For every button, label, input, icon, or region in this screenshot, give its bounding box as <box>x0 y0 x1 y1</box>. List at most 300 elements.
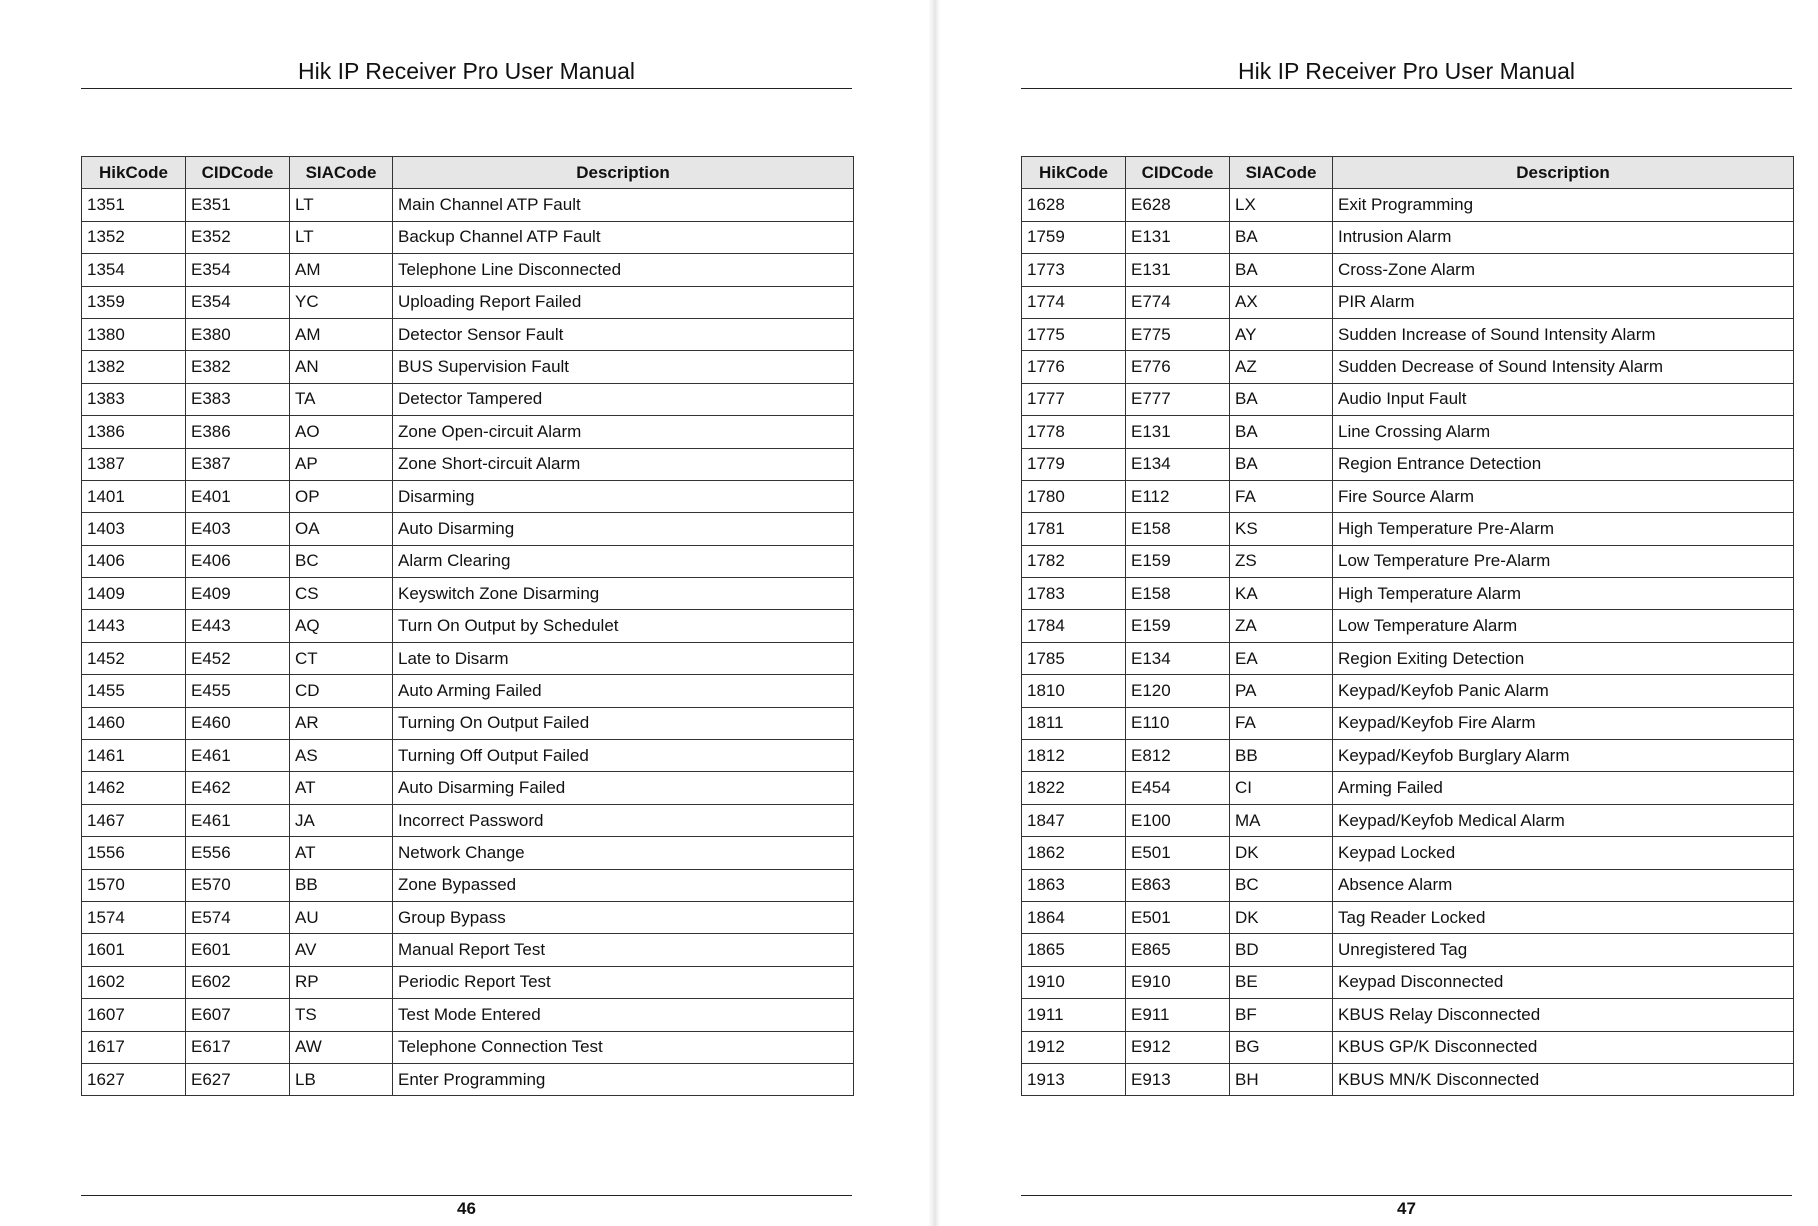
cell-cidcode: E556 <box>186 837 290 869</box>
table-row <box>82 351 854 383</box>
cell-siacode: LB <box>290 1063 393 1095</box>
cell-hikcode: 1461 <box>82 740 186 772</box>
table-row <box>1022 578 1794 610</box>
cell-description: Zone Bypassed <box>393 869 854 901</box>
table-row <box>82 707 854 739</box>
cell-description: PIR Alarm <box>1333 286 1794 318</box>
cell-description: KBUS MN/K Disconnected <box>1333 1063 1794 1095</box>
table-row <box>1022 286 1794 318</box>
table-row <box>82 966 854 998</box>
cell-cidcode: E570 <box>186 869 290 901</box>
cell-siacode: BA <box>1230 383 1333 415</box>
cell-siacode: AP <box>290 448 393 480</box>
cell-description: Line Crossing Alarm <box>1333 416 1794 448</box>
column-header-siacode: SIACode <box>1230 157 1333 189</box>
cell-hikcode: 1406 <box>82 545 186 577</box>
cell-hikcode: 1784 <box>1022 610 1126 642</box>
cell-description: Main Channel ATP Fault <box>393 189 854 221</box>
cell-cidcode: E159 <box>1126 545 1230 577</box>
column-header-hikcode: HikCode <box>82 157 186 189</box>
cell-description: Intrusion Alarm <box>1333 221 1794 253</box>
cell-hikcode: 1382 <box>82 351 186 383</box>
page-number: 47 <box>1397 1199 1416 1218</box>
cell-siacode: KS <box>1230 513 1333 545</box>
cell-description: Disarming <box>393 480 854 512</box>
cell-hikcode: 1780 <box>1022 480 1126 512</box>
cell-cidcode: E501 <box>1126 837 1230 869</box>
cell-description: High Temperature Alarm <box>1333 578 1794 610</box>
cell-description: Turn On Output by Schedulet <box>393 610 854 642</box>
cell-siacode: AM <box>290 318 393 350</box>
table-row <box>1022 675 1794 707</box>
cell-cidcode: E120 <box>1126 675 1230 707</box>
table-row <box>82 610 854 642</box>
table-row <box>82 254 854 286</box>
cell-cidcode: E158 <box>1126 578 1230 610</box>
table-header-row <box>1022 157 1794 189</box>
cell-siacode: BA <box>1230 254 1333 286</box>
cell-description: Auto Disarming Failed <box>393 772 854 804</box>
cell-cidcode: E409 <box>186 578 290 610</box>
cell-hikcode: 1864 <box>1022 901 1126 933</box>
header-rule <box>81 88 852 89</box>
cell-cidcode: E627 <box>186 1063 290 1095</box>
cell-hikcode: 1467 <box>82 804 186 836</box>
table-row <box>1022 254 1794 286</box>
table-row <box>82 804 854 836</box>
cell-cidcode: E775 <box>1126 318 1230 350</box>
cell-hikcode: 1351 <box>82 189 186 221</box>
table-header-row <box>82 157 854 189</box>
cell-description: Telephone Connection Test <box>393 1031 854 1063</box>
cell-description: Sudden Decrease of Sound Intensity Alarm <box>1333 351 1794 383</box>
cell-description: Group Bypass <box>393 901 854 933</box>
column-header-description: Description <box>1333 157 1794 189</box>
cell-hikcode: 1822 <box>1022 772 1126 804</box>
cell-description: Incorrect Password <box>393 804 854 836</box>
cell-cidcode: E403 <box>186 513 290 545</box>
cell-siacode: FA <box>1230 480 1333 512</box>
cell-cidcode: E452 <box>186 642 290 674</box>
table-row <box>1022 480 1794 512</box>
page-header-title: Hik IP Receiver Pro User Manual <box>297 58 636 84</box>
cell-description: Audio Input Fault <box>1333 383 1794 415</box>
cell-siacode: CT <box>290 642 393 674</box>
cell-description: Turning Off Output Failed <box>393 740 854 772</box>
table-row <box>82 1031 854 1063</box>
cell-hikcode: 1460 <box>82 707 186 739</box>
cell-siacode: ZA <box>1230 610 1333 642</box>
cell-cidcode: E628 <box>1126 189 1230 221</box>
cell-siacode: CI <box>1230 772 1333 804</box>
cell-hikcode: 1862 <box>1022 837 1126 869</box>
cell-cidcode: E443 <box>186 610 290 642</box>
cell-hikcode: 1782 <box>1022 545 1126 577</box>
right-page <box>940 0 1818 1226</box>
cell-description: Unregistered Tag <box>1333 934 1794 966</box>
table-row <box>1022 416 1794 448</box>
cell-hikcode: 1847 <box>1022 804 1126 836</box>
cell-siacode: BA <box>1230 416 1333 448</box>
cell-hikcode: 1607 <box>82 999 186 1031</box>
table-row <box>1022 642 1794 674</box>
table-row <box>82 999 854 1031</box>
cell-cidcode: E461 <box>186 804 290 836</box>
cell-cidcode: E455 <box>186 675 290 707</box>
cell-siacode: LT <box>290 221 393 253</box>
cell-cidcode: E380 <box>186 318 290 350</box>
cell-cidcode: E110 <box>1126 707 1230 739</box>
cell-hikcode: 1409 <box>82 578 186 610</box>
cell-siacode: ZS <box>1230 545 1333 577</box>
cell-cidcode: E352 <box>186 221 290 253</box>
table-row <box>1022 189 1794 221</box>
cell-hikcode: 1785 <box>1022 642 1126 674</box>
cell-siacode: BA <box>1230 221 1333 253</box>
cell-description: Keypad Disconnected <box>1333 966 1794 998</box>
cell-hikcode: 1352 <box>82 221 186 253</box>
table-row <box>82 740 854 772</box>
cell-cidcode: E354 <box>186 286 290 318</box>
table-row <box>1022 772 1794 804</box>
table-row <box>1022 318 1794 350</box>
cell-cidcode: E910 <box>1126 966 1230 998</box>
column-header-description: Description <box>393 157 854 189</box>
table-row <box>1022 448 1794 480</box>
cell-cidcode: E354 <box>186 254 290 286</box>
cell-cidcode: E454 <box>1126 772 1230 804</box>
cell-hikcode: 1452 <box>82 642 186 674</box>
table-row <box>82 448 854 480</box>
table-row <box>1022 966 1794 998</box>
cell-cidcode: E460 <box>186 707 290 739</box>
cell-hikcode: 1865 <box>1022 934 1126 966</box>
cell-description: Low Temperature Pre-Alarm <box>1333 545 1794 577</box>
table-row <box>1022 740 1794 772</box>
cell-description: Fire Source Alarm <box>1333 480 1794 512</box>
cell-cidcode: E351 <box>186 189 290 221</box>
table-row <box>1022 934 1794 966</box>
cell-siacode: BF <box>1230 999 1333 1031</box>
table-row <box>1022 804 1794 836</box>
cell-description: Detector Sensor Fault <box>393 318 854 350</box>
cell-hikcode: 1913 <box>1022 1063 1126 1095</box>
cell-cidcode: E911 <box>1126 999 1230 1031</box>
column-header-cidcode: CIDCode <box>1126 157 1230 189</box>
table-row <box>82 578 854 610</box>
cell-siacode: OP <box>290 480 393 512</box>
event-code-table <box>81 156 854 1096</box>
cell-description: Telephone Line Disconnected <box>393 254 854 286</box>
header-rule <box>1021 88 1792 89</box>
cell-siacode: AT <box>290 837 393 869</box>
cell-hikcode: 1574 <box>82 901 186 933</box>
cell-cidcode: E134 <box>1126 642 1230 674</box>
cell-description: Tag Reader Locked <box>1333 901 1794 933</box>
cell-siacode: JA <box>290 804 393 836</box>
table-row <box>82 318 854 350</box>
table-row <box>82 901 854 933</box>
footer-rule <box>81 1195 852 1196</box>
cell-description: BUS Supervision Fault <box>393 351 854 383</box>
cell-siacode: AU <box>290 901 393 933</box>
cell-hikcode: 1773 <box>1022 254 1126 286</box>
cell-siacode: BH <box>1230 1063 1333 1095</box>
table-row <box>1022 513 1794 545</box>
cell-description: KBUS Relay Disconnected <box>1333 999 1794 1031</box>
cell-hikcode: 1783 <box>1022 578 1126 610</box>
cell-description: Late to Disarm <box>393 642 854 674</box>
cell-cidcode: E912 <box>1126 1031 1230 1063</box>
cell-cidcode: E158 <box>1126 513 1230 545</box>
cell-cidcode: E777 <box>1126 383 1230 415</box>
cell-siacode: BC <box>1230 869 1333 901</box>
page-number: 46 <box>457 1199 476 1218</box>
cell-description: Zone Short-circuit Alarm <box>393 448 854 480</box>
cell-cidcode: E401 <box>186 480 290 512</box>
cell-description: Exit Programming <box>1333 189 1794 221</box>
cell-hikcode: 1778 <box>1022 416 1126 448</box>
cell-description: Keyswitch Zone Disarming <box>393 578 854 610</box>
cell-description: Sudden Increase of Sound Intensity Alarm <box>1333 318 1794 350</box>
cell-cidcode: E602 <box>186 966 290 998</box>
table-row <box>82 480 854 512</box>
table-row <box>1022 707 1794 739</box>
cell-description: KBUS GP/K Disconnected <box>1333 1031 1794 1063</box>
table-row <box>1022 351 1794 383</box>
cell-hikcode: 1811 <box>1022 707 1126 739</box>
cell-cidcode: E501 <box>1126 901 1230 933</box>
table-row <box>82 416 854 448</box>
book-gutter <box>928 0 940 1226</box>
cell-description: Arming Failed <box>1333 772 1794 804</box>
cell-hikcode: 1627 <box>82 1063 186 1095</box>
cell-cidcode: E131 <box>1126 254 1230 286</box>
cell-cidcode: E607 <box>186 999 290 1031</box>
cell-hikcode: 1354 <box>82 254 186 286</box>
cell-siacode: BB <box>290 869 393 901</box>
cell-hikcode: 1912 <box>1022 1031 1126 1063</box>
cell-siacode: BG <box>1230 1031 1333 1063</box>
column-header-siacode: SIACode <box>290 157 393 189</box>
cell-siacode: AX <box>1230 286 1333 318</box>
cell-cidcode: E774 <box>1126 286 1230 318</box>
cell-siacode: TA <box>290 383 393 415</box>
cell-hikcode: 1812 <box>1022 740 1126 772</box>
cell-hikcode: 1779 <box>1022 448 1126 480</box>
cell-hikcode: 1863 <box>1022 869 1126 901</box>
cell-siacode: KA <box>1230 578 1333 610</box>
cell-description: Detector Tampered <box>393 383 854 415</box>
cell-cidcode: E863 <box>1126 869 1230 901</box>
cell-description: High Temperature Pre-Alarm <box>1333 513 1794 545</box>
cell-description: Keypad Locked <box>1333 837 1794 869</box>
cell-hikcode: 1601 <box>82 934 186 966</box>
table-row <box>1022 383 1794 415</box>
cell-hikcode: 1759 <box>1022 221 1126 253</box>
cell-hikcode: 1775 <box>1022 318 1126 350</box>
cell-description: Turning On Output Failed <box>393 707 854 739</box>
cell-description: Region Entrance Detection <box>1333 448 1794 480</box>
cell-siacode: AV <box>290 934 393 966</box>
table-row <box>1022 901 1794 933</box>
page-header-title: Hik IP Receiver Pro User Manual <box>1237 58 1576 84</box>
cell-description: Keypad/Keyfob Medical Alarm <box>1333 804 1794 836</box>
cell-siacode: EA <box>1230 642 1333 674</box>
cell-hikcode: 1810 <box>1022 675 1126 707</box>
cell-cidcode: E617 <box>186 1031 290 1063</box>
footer-rule <box>1021 1195 1792 1196</box>
cell-cidcode: E159 <box>1126 610 1230 642</box>
event-code-table <box>1021 156 1794 1096</box>
cell-description: Alarm Clearing <box>393 545 854 577</box>
cell-hikcode: 1774 <box>1022 286 1126 318</box>
cell-hikcode: 1455 <box>82 675 186 707</box>
cell-cidcode: E387 <box>186 448 290 480</box>
table-row <box>82 869 854 901</box>
cell-siacode: YC <box>290 286 393 318</box>
table-row <box>82 286 854 318</box>
cell-hikcode: 1781 <box>1022 513 1126 545</box>
table-row <box>1022 837 1794 869</box>
cell-siacode: BB <box>1230 740 1333 772</box>
cell-description: Region Exiting Detection <box>1333 642 1794 674</box>
cell-hikcode: 1380 <box>82 318 186 350</box>
cell-cidcode: E382 <box>186 351 290 383</box>
cell-description: Zone Open-circuit Alarm <box>393 416 854 448</box>
table-row <box>82 675 854 707</box>
cell-cidcode: E865 <box>1126 934 1230 966</box>
cell-description: Network Change <box>393 837 854 869</box>
cell-siacode: AM <box>290 254 393 286</box>
cell-siacode: BE <box>1230 966 1333 998</box>
table-row <box>1022 221 1794 253</box>
cell-cidcode: E462 <box>186 772 290 804</box>
table-row <box>82 221 854 253</box>
table-row <box>82 383 854 415</box>
cell-cidcode: E776 <box>1126 351 1230 383</box>
cell-siacode: LX <box>1230 189 1333 221</box>
cell-cidcode: E131 <box>1126 221 1230 253</box>
table-row <box>82 513 854 545</box>
cell-description: Keypad/Keyfob Panic Alarm <box>1333 675 1794 707</box>
table-row <box>82 189 854 221</box>
cell-cidcode: E386 <box>186 416 290 448</box>
cell-siacode: AN <box>290 351 393 383</box>
cell-siacode: BC <box>290 545 393 577</box>
table-row <box>82 837 854 869</box>
cell-description: Auto Arming Failed <box>393 675 854 707</box>
table-row <box>1022 545 1794 577</box>
cell-cidcode: E574 <box>186 901 290 933</box>
cell-description: Test Mode Entered <box>393 999 854 1031</box>
cell-hikcode: 1602 <box>82 966 186 998</box>
cell-cidcode: E383 <box>186 383 290 415</box>
cell-cidcode: E100 <box>1126 804 1230 836</box>
cell-description: Manual Report Test <box>393 934 854 966</box>
table-row <box>1022 1031 1794 1063</box>
cell-description: Uploading Report Failed <box>393 286 854 318</box>
cell-hikcode: 1617 <box>82 1031 186 1063</box>
cell-description: Auto Disarming <box>393 513 854 545</box>
cell-cidcode: E812 <box>1126 740 1230 772</box>
cell-description: Periodic Report Test <box>393 966 854 998</box>
table-row <box>82 642 854 674</box>
cell-siacode: OA <box>290 513 393 545</box>
cell-hikcode: 1777 <box>1022 383 1126 415</box>
cell-siacode: AS <box>290 740 393 772</box>
cell-description: Low Temperature Alarm <box>1333 610 1794 642</box>
cell-hikcode: 1910 <box>1022 966 1126 998</box>
cell-siacode: AR <box>290 707 393 739</box>
cell-siacode: AW <box>290 1031 393 1063</box>
cell-hikcode: 1386 <box>82 416 186 448</box>
table-row <box>1022 869 1794 901</box>
cell-hikcode: 1443 <box>82 610 186 642</box>
table-row <box>1022 999 1794 1031</box>
cell-siacode: PA <box>1230 675 1333 707</box>
cell-hikcode: 1401 <box>82 480 186 512</box>
cell-cidcode: E461 <box>186 740 290 772</box>
cell-cidcode: E913 <box>1126 1063 1230 1095</box>
cell-description: Cross-Zone Alarm <box>1333 254 1794 286</box>
column-header-cidcode: CIDCode <box>186 157 290 189</box>
cell-hikcode: 1387 <box>82 448 186 480</box>
table-row <box>82 545 854 577</box>
cell-description: Keypad/Keyfob Burglary Alarm <box>1333 740 1794 772</box>
cell-description: Keypad/Keyfob Fire Alarm <box>1333 707 1794 739</box>
cell-siacode: AT <box>290 772 393 804</box>
cell-siacode: AZ <box>1230 351 1333 383</box>
cell-hikcode: 1556 <box>82 837 186 869</box>
cell-description: Backup Channel ATP Fault <box>393 221 854 253</box>
cell-siacode: RP <box>290 966 393 998</box>
cell-hikcode: 1359 <box>82 286 186 318</box>
cell-cidcode: E131 <box>1126 416 1230 448</box>
cell-siacode: BD <box>1230 934 1333 966</box>
cell-siacode: AO <box>290 416 393 448</box>
cell-hikcode: 1628 <box>1022 189 1126 221</box>
table-row <box>82 1063 854 1095</box>
table-row <box>82 934 854 966</box>
cell-hikcode: 1403 <box>82 513 186 545</box>
cell-cidcode: E112 <box>1126 480 1230 512</box>
cell-siacode: FA <box>1230 707 1333 739</box>
table-row <box>1022 610 1794 642</box>
cell-siacode: TS <box>290 999 393 1031</box>
cell-description: Absence Alarm <box>1333 869 1794 901</box>
cell-cidcode: E601 <box>186 934 290 966</box>
cell-hikcode: 1462 <box>82 772 186 804</box>
cell-siacode: MA <box>1230 804 1333 836</box>
cell-siacode: AY <box>1230 318 1333 350</box>
cell-hikcode: 1776 <box>1022 351 1126 383</box>
cell-siacode: CD <box>290 675 393 707</box>
cell-hikcode: 1570 <box>82 869 186 901</box>
cell-hikcode: 1911 <box>1022 999 1126 1031</box>
table-row <box>1022 1063 1794 1095</box>
cell-cidcode: E406 <box>186 545 290 577</box>
cell-siacode: DK <box>1230 901 1333 933</box>
cell-cidcode: E134 <box>1126 448 1230 480</box>
cell-siacode: BA <box>1230 448 1333 480</box>
cell-siacode: CS <box>290 578 393 610</box>
table-row <box>82 772 854 804</box>
column-header-hikcode: HikCode <box>1022 157 1126 189</box>
cell-siacode: AQ <box>290 610 393 642</box>
cell-description: Enter Programming <box>393 1063 854 1095</box>
cell-hikcode: 1383 <box>82 383 186 415</box>
